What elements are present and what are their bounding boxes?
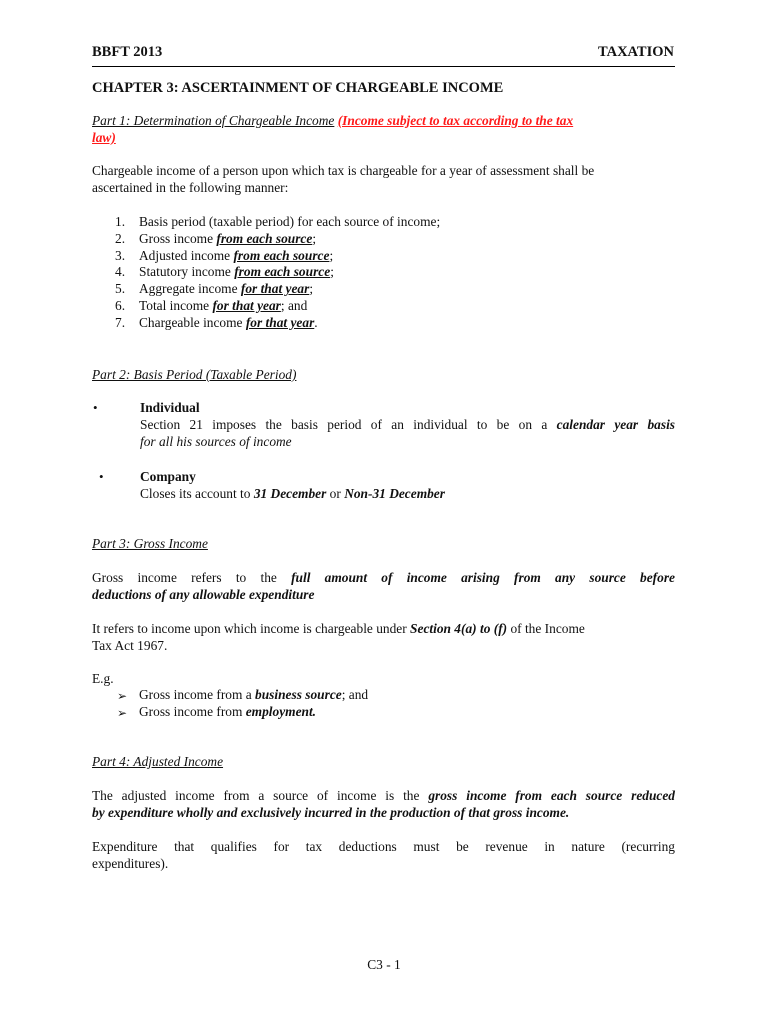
part4-p2-line1: Expenditure that qualifies for tax deductions must be revenue in nature (recurring xyxy=(92,839,675,854)
individual-line2: for all his sources of income xyxy=(140,434,292,449)
list-item: 7. Chargeable income for that year. xyxy=(115,314,318,330)
arrow-bullet-icon: ➢ xyxy=(117,706,128,720)
part3-p2-line2: Tax Act 1967. xyxy=(92,638,168,653)
part3-heading: Part 3: Gross Income xyxy=(92,536,208,551)
list-item: 2. Gross income from each source; xyxy=(115,230,317,246)
bullet-icon: • xyxy=(99,469,104,484)
bullet-icon: • xyxy=(93,400,98,415)
part3-p1-line2: deductions of any allowable expenditure xyxy=(92,587,315,602)
eg-item: Gross income from employment. xyxy=(139,704,317,719)
part4-p2-line2: expenditures). xyxy=(92,856,169,871)
part1-steps-list xyxy=(115,214,655,332)
part4-heading: Part 4: Adjusted Income xyxy=(92,754,224,769)
part1-intro xyxy=(92,163,675,197)
part1-intro-line2: ascertained in the following manner: xyxy=(92,179,289,195)
part4-p1-line2: by expenditure wholly and exclusively incurred in the production of that gross income. xyxy=(92,805,570,820)
part3-p1-line1: Gross income refers to the full amount of income arising from any source before xyxy=(92,570,675,585)
arrow-bullet-icon: ➢ xyxy=(117,689,128,703)
part4-p1-line1: The adjusted income from a source of income is the gross income from each source reduced xyxy=(92,788,675,803)
part2-heading: Part 2: Basis Period (Taxable Period) xyxy=(92,367,297,382)
individual-title: Individual xyxy=(140,400,200,415)
part1-heading xyxy=(92,113,675,130)
part3-p2-line1: It refers to income upon which income is chargeable under Section 4(a) to (f) of the Income xyxy=(92,621,585,636)
list-item: 4. Statutory income from each source; xyxy=(115,264,334,280)
company-title: Company xyxy=(140,469,196,484)
chapter-title: CHAPTER 3: ASCERTAINMENT OF CHARGEABLE INCOME xyxy=(92,80,504,96)
part1-intro-line1: Chargeable income of a person upon which tax is chargeable for a year of assessment shall be xyxy=(92,163,595,178)
eg-item: Gross income from a business source; and xyxy=(139,687,369,702)
list-item: 3. Adjusted income from each source; xyxy=(115,247,334,263)
part1-heading-red-cont: law) xyxy=(92,130,116,145)
individual-line1: Section 21 imposes the basis period of an individual to be on a calendar year basis xyxy=(140,417,676,432)
list-item: 1. Basis period (taxable period) for each source of income; xyxy=(115,214,441,229)
list-item: 5. Aggregate income for that year; xyxy=(115,281,314,297)
part1-heading-red: (Income subject to tax according to the tax xyxy=(337,113,574,128)
eg-label: E.g. xyxy=(92,671,114,686)
list-item: 6. Total income for that year; and xyxy=(115,297,308,313)
company-line: Closes its account to 31 December or Non-31 December xyxy=(140,486,445,501)
page-number: C3 - 1 xyxy=(367,957,401,972)
header-course-code: BBFT 2013 xyxy=(92,44,163,60)
header-subject: TAXATION xyxy=(598,44,674,60)
part1-heading-text: Part 1: Determination of Chargeable Income xyxy=(92,113,335,128)
header-rule xyxy=(92,66,675,67)
